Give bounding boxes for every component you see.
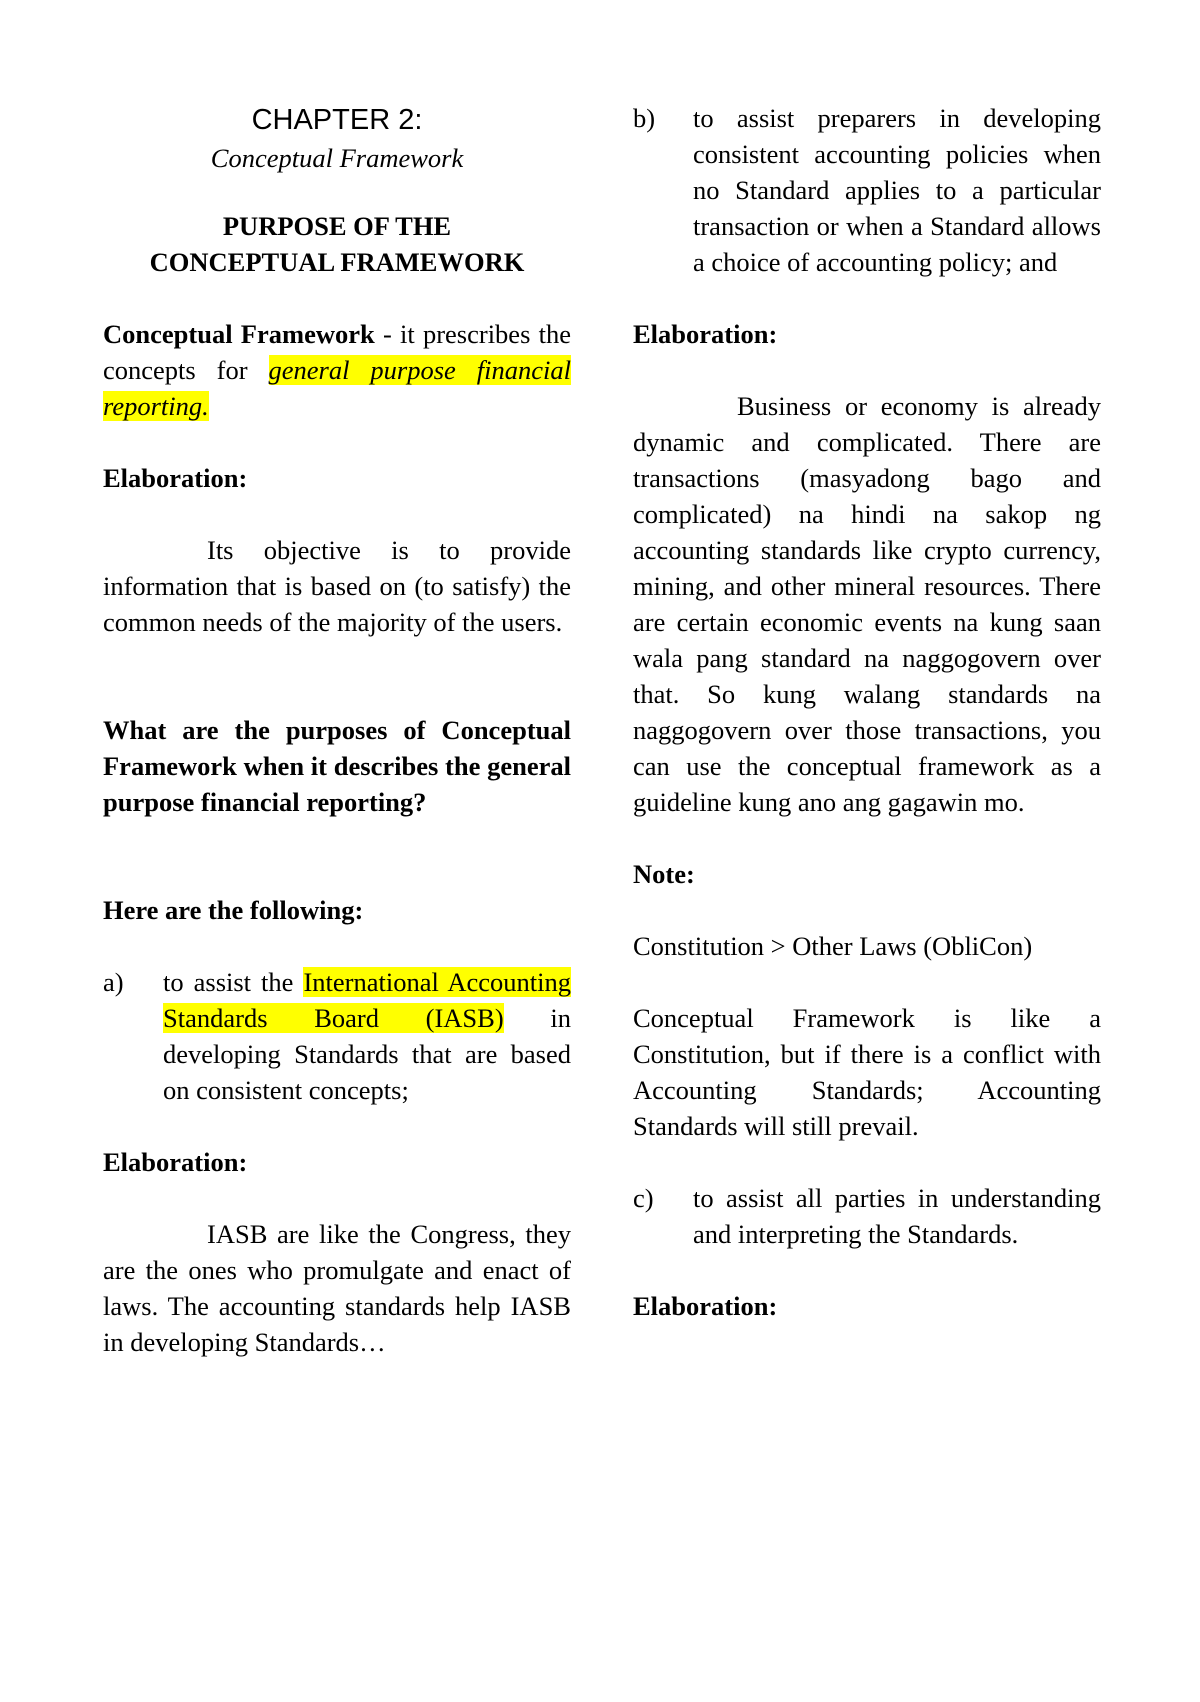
definition-paragraph bbox=[103, 316, 571, 424]
list-item-text: to assist the International Accounting Standards Board (IASB) in developing Standards that are based on consistent concepts; bbox=[163, 967, 572, 1105]
chapter-subtitle: Conceptual Framework bbox=[210, 143, 464, 173]
elaboration-label: Elaboration: bbox=[103, 1147, 248, 1177]
note-text-1: Constitution > Other Laws (ObliCon) bbox=[633, 931, 1033, 961]
question-paragraph: What are the purposes of Conceptual Framework when it describes the general purpose financial reporting? bbox=[103, 715, 571, 817]
list-item-b bbox=[633, 100, 1101, 280]
left-column bbox=[103, 100, 571, 1360]
elaboration-text: Business or economy is already dynamic and complicated. There are transactions (masyadong bago and complicated) na hindi na sakop ng accounting standards like crypto currency, mining, and other mineral resources. There are certain economic events na kung saan wala pang standard na naggogovern over that. So kung walang standards na naggogovern over those transactions, you can use the conceptual framework as a guideline kung ano ang gagawin mo. bbox=[633, 391, 1101, 817]
chapter-title: CHAPTER 2: bbox=[251, 104, 423, 136]
right-column bbox=[633, 100, 1101, 1324]
elaboration-text: Its objective is to provide information that is based on (to satisfy) the common needs of the majority of the users. bbox=[103, 535, 571, 637]
section-heading-line1: PURPOSE OF THE bbox=[222, 211, 452, 241]
elaboration-label: Elaboration: bbox=[103, 463, 248, 493]
list-marker: a) bbox=[103, 967, 124, 997]
following-label: Here are the following: bbox=[103, 895, 364, 925]
elaboration-label: Elaboration: bbox=[633, 319, 778, 349]
section-heading-line2: CONCEPTUAL FRAMEWORK bbox=[149, 247, 525, 277]
highlighted-definition: general purpose financial reporting. bbox=[103, 355, 571, 421]
list-item-a bbox=[103, 964, 571, 1108]
definition-term: Conceptual Framework bbox=[103, 319, 375, 349]
elaboration-label: Elaboration: bbox=[633, 1291, 778, 1321]
elaboration-text: IASB are like the Congress, they are the ones who promulgate and enact of laws. The accounting standards help IASB in developing Standards… bbox=[103, 1219, 571, 1357]
list-item-text: to assist all parties in understanding and interpreting the Standards. bbox=[693, 1183, 1101, 1249]
list-marker: b) bbox=[633, 103, 656, 133]
highlighted-iasb: International Accounting Standards Board (IASB) bbox=[163, 967, 572, 1033]
definition-text: - it prescribes the concepts for bbox=[103, 319, 571, 385]
list-item-text: to assist preparers in developing consistent accounting policies when no Standard applies to a particular transaction or when a Standard allows a choice of accounting policy; and bbox=[693, 103, 1101, 277]
note-label: Note: bbox=[633, 859, 695, 889]
list-item-c bbox=[633, 1180, 1101, 1252]
note-text-2: Conceptual Framework is like a Constitution, but if there is a conflict with Accounting Standards; Accounting Standards will still prevail. bbox=[633, 1003, 1101, 1141]
list-marker: c) bbox=[633, 1183, 654, 1213]
